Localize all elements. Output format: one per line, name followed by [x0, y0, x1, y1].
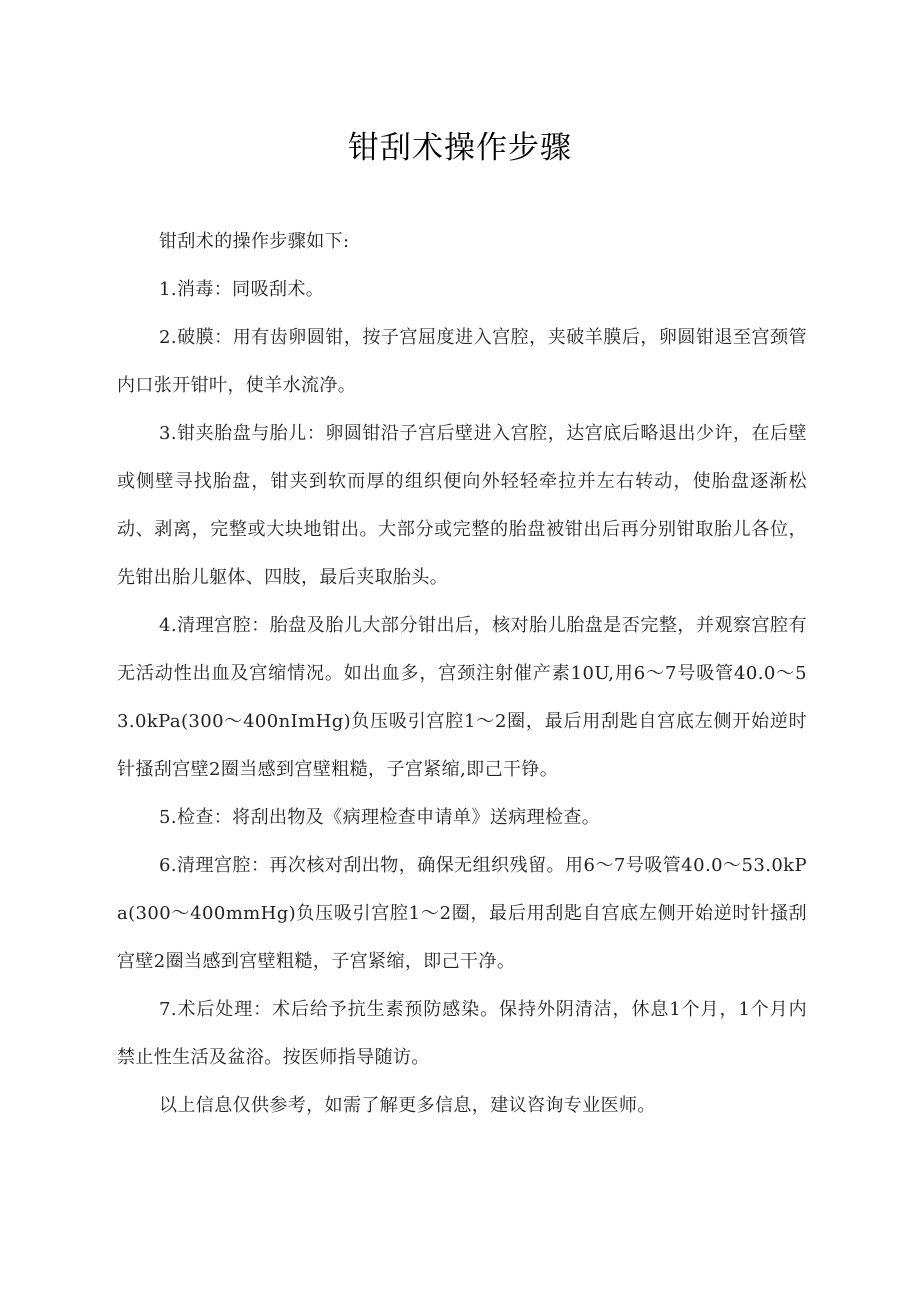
intro-paragraph: 钳刮术的操作步骤如下:	[159, 231, 350, 252]
step-6-clean-uterine-cavity: 6.清理宫腔：再次核对刮出物，确保无组织残留。用6～7号吸管40.0～53.0kPa(300～400mmHg)负压吸引宫腔1～2圈，最后用刮匙自宫底左侧开始逆时针搔刮宫壁2圈当感到宫壁粗糙，子宫紧缩，即己干净。	[117, 855, 807, 972]
disclaimer-paragraph: 以上信息仅供参考，如需了解更多信息，建议咨询专业医师。	[159, 1095, 656, 1116]
step-5-inspection: 5.检查：将刮出物及《病理检查申请单》送病理检查。	[159, 807, 601, 828]
document-title: 钳刮术操作步骤	[348, 130, 572, 166]
document-body	[117, 218, 807, 1130]
step-2-membrane-rupture: 2.破膜：用有齿卵圆钳，按子宫屈度进入宫腔，夹破羊膜后，卵圆钳退至宫颈管内口张开钳叶，使羊水流净。	[117, 327, 807, 396]
step-7-postoperative-care: 7.术后处理：术后给予抗生素预防感染。保持外阴清洁，休息1个月，1个月内禁止性生活及盆浴。按医师指导随访。	[117, 999, 807, 1068]
step-1-disinfection: 1.消毒：同吸刮术。	[159, 279, 325, 300]
step-3-clamp-placenta-fetus: 3.钳夹胎盘与胎儿：卵圆钳沿子宫后壁进入宫腔，达宫底后略退出少许，在后壁或侧壁寻找胎盘，钳夹到软而厚的组织便向外轻轻牵拉并左右转动，使胎盘逐渐松动、剥离，完整或大块地钳出。大部分或完整的胎盘被钳出后再分别钳取胎儿各位，先钳出胎儿躯体、四肢，最后夹取胎头。	[117, 423, 807, 588]
step-4-clean-uterine-cavity: 4.清理宫腔：胎盘及胎儿大部分钳出后，核对胎儿胎盘是否完整，并观察宫腔有无活动性出血及宫缩情况。如出血多，宫颈注射催产素10U,用6～7号吸管40.0～53.0kPa(300～400nImHg)负压吸引宫腔1～2圈，最后用刮匙自宫底左侧开始逆时针搔刮宫壁2圈当感到宫壁粗糙，子宫紧缩,即己干铮。	[117, 615, 807, 780]
